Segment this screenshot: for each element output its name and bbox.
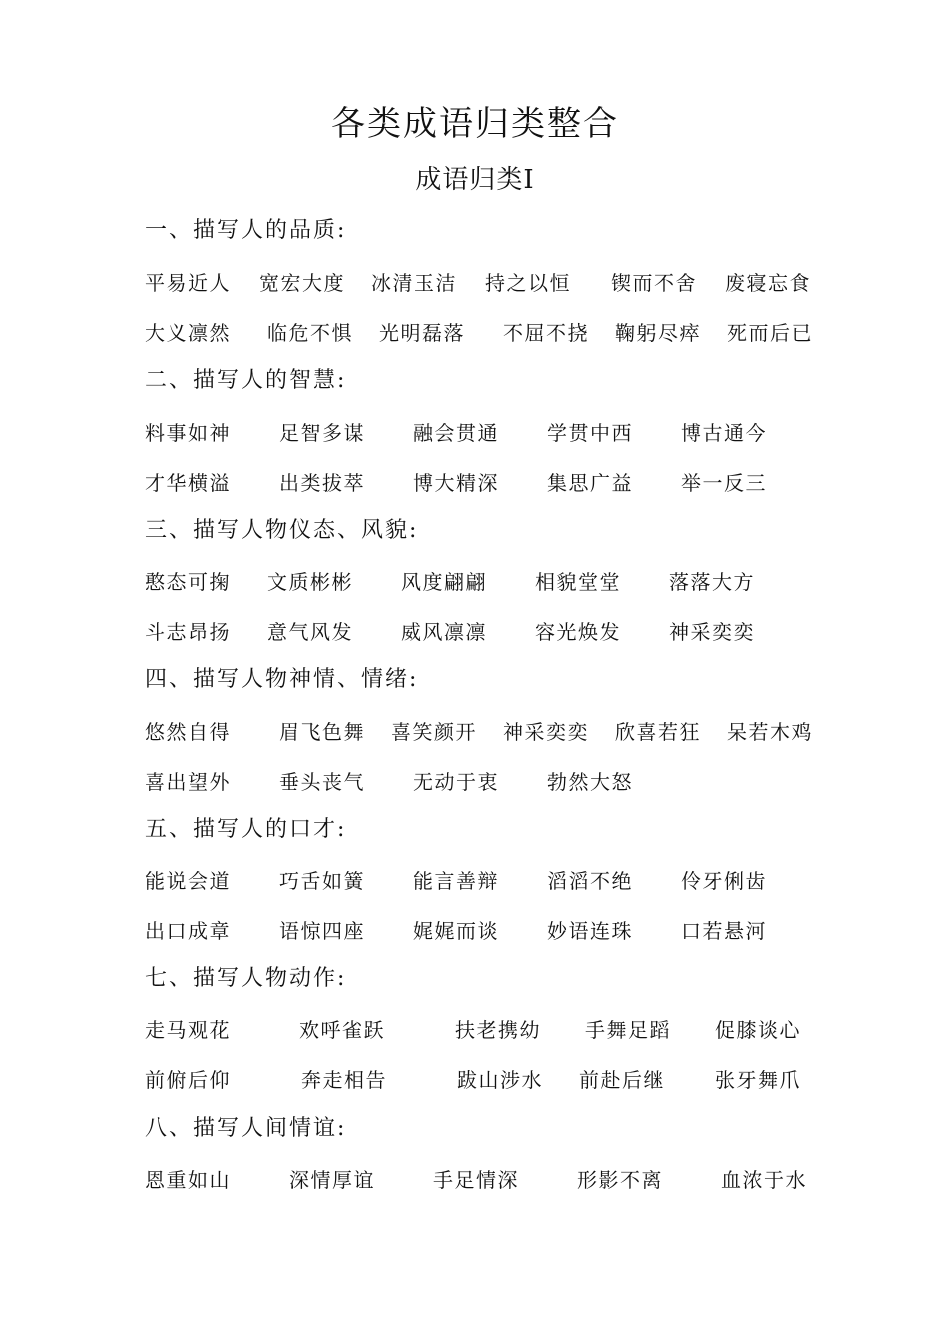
idiom-item: 冰清玉洁 xyxy=(371,271,457,295)
idiom-item: 足智多谋 xyxy=(279,421,365,445)
idiom-item: 学贯中西 xyxy=(547,421,633,445)
section-heading: 一、描写人的品质: xyxy=(145,218,347,243)
idiom-item: 料事如神 xyxy=(145,421,231,445)
idiom-row xyxy=(145,866,825,896)
idiom-item: 相貌堂堂 xyxy=(535,570,621,594)
idiom-item: 口若悬河 xyxy=(681,919,767,943)
idiom-item: 呆若木鸡 xyxy=(727,720,813,744)
idiom-item: 形影不离 xyxy=(577,1168,663,1192)
idiom-row xyxy=(145,318,825,348)
idiom-row xyxy=(145,916,825,946)
idiom-item: 恩重如山 xyxy=(145,1168,231,1192)
idiom-item: 大义凛然 xyxy=(145,321,231,345)
idiom-row xyxy=(145,1015,825,1045)
idiom-row xyxy=(145,468,825,498)
idiom-item: 光明磊落 xyxy=(379,321,465,345)
idiom-row xyxy=(145,1165,825,1195)
idiom-row xyxy=(145,1065,825,1095)
idiom-item: 滔滔不绝 xyxy=(547,869,633,893)
idiom-item: 容光焕发 xyxy=(535,620,621,644)
idiom-item: 奔走相告 xyxy=(301,1068,387,1092)
idiom-item: 融会贯通 xyxy=(413,421,499,445)
section-heading: 五、描写人的口才: xyxy=(145,817,347,842)
idiom-item: 临危不惧 xyxy=(267,321,353,345)
idiom-item: 张牙舞爪 xyxy=(715,1068,801,1092)
idiom-item: 威风凛凛 xyxy=(401,620,487,644)
idiom-item: 娓娓而谈 xyxy=(413,919,499,943)
idiom-item: 出口成章 xyxy=(145,919,231,943)
idiom-item: 前俯后仰 xyxy=(145,1068,231,1092)
idiom-item: 巧舌如簧 xyxy=(279,869,365,893)
idiom-item: 妙语连珠 xyxy=(547,919,633,943)
idiom-item: 血浓于水 xyxy=(721,1168,807,1192)
idiom-item: 宽宏大度 xyxy=(259,271,345,295)
idiom-item: 能言善辩 xyxy=(413,869,499,893)
idiom-item: 不屈不挠 xyxy=(503,321,589,345)
idiom-item: 才华横溢 xyxy=(145,471,231,495)
idiom-item: 博大精深 xyxy=(413,471,499,495)
idiom-row xyxy=(145,617,825,647)
idiom-item: 扶老携幼 xyxy=(455,1018,541,1042)
section-heading: 二、描写人的智慧: xyxy=(145,368,347,393)
idiom-item: 斗志昂扬 xyxy=(145,620,231,644)
idiom-item: 语惊四座 xyxy=(279,919,365,943)
idiom-row xyxy=(145,567,825,597)
idiom-item: 深情厚谊 xyxy=(289,1168,375,1192)
idiom-item: 喜笑颜开 xyxy=(391,720,477,744)
section-heading: 七、描写人物动作: xyxy=(145,966,347,991)
idiom-item: 眉飞色舞 xyxy=(279,720,365,744)
section-heading: 三、描写人物仪态、风貌: xyxy=(145,518,419,543)
idiom-item: 前赴后继 xyxy=(579,1068,665,1092)
idiom-item: 死而后已 xyxy=(727,321,813,345)
idiom-item: 落落大方 xyxy=(669,570,755,594)
idiom-item: 出类拔萃 xyxy=(279,471,365,495)
idiom-row xyxy=(145,268,825,298)
idiom-row xyxy=(145,717,825,747)
idiom-item: 锲而不舍 xyxy=(611,271,697,295)
section-heading: 四、描写人物神情、情绪: xyxy=(145,667,419,692)
page-subtitle: 成语归类Ⅰ xyxy=(415,165,535,195)
idiom-item: 促膝谈心 xyxy=(715,1018,801,1042)
idiom-item: 悠然自得 xyxy=(145,720,231,744)
idiom-item: 手足情深 xyxy=(433,1168,519,1192)
idiom-item: 憨态可掬 xyxy=(145,570,231,594)
idiom-item: 跋山涉水 xyxy=(457,1068,543,1092)
idiom-item: 废寝忘食 xyxy=(725,271,811,295)
idiom-item: 伶牙俐齿 xyxy=(681,869,767,893)
idiom-row xyxy=(145,418,825,448)
idiom-item: 勃然大怒 xyxy=(547,770,633,794)
idiom-item: 意气风发 xyxy=(267,620,353,644)
idiom-item: 走马观花 xyxy=(145,1018,231,1042)
idiom-item: 风度翩翩 xyxy=(401,570,487,594)
idiom-item: 举一反三 xyxy=(681,471,767,495)
idiom-item: 神采奕奕 xyxy=(503,720,589,744)
idiom-item: 持之以恒 xyxy=(485,271,571,295)
idiom-item: 喜出望外 xyxy=(145,770,231,794)
idiom-item: 手舞足蹈 xyxy=(585,1018,671,1042)
idiom-item: 欢呼雀跃 xyxy=(299,1018,385,1042)
idiom-item: 集思广益 xyxy=(547,471,633,495)
page-title: 各类成语归类整合 xyxy=(331,104,619,144)
idiom-item: 博古通今 xyxy=(681,421,767,445)
idiom-item: 能说会道 xyxy=(145,869,231,893)
idiom-item: 文质彬彬 xyxy=(267,570,353,594)
idiom-item: 鞠躬尽瘁 xyxy=(615,321,701,345)
idiom-item: 神采奕奕 xyxy=(669,620,755,644)
idiom-item: 平易近人 xyxy=(145,271,231,295)
idiom-item: 欣喜若狂 xyxy=(615,720,701,744)
idiom-row xyxy=(145,767,825,797)
section-heading: 八、描写人间情谊: xyxy=(145,1116,347,1141)
idiom-item: 无动于衷 xyxy=(413,770,499,794)
idiom-item: 垂头丧气 xyxy=(279,770,365,794)
